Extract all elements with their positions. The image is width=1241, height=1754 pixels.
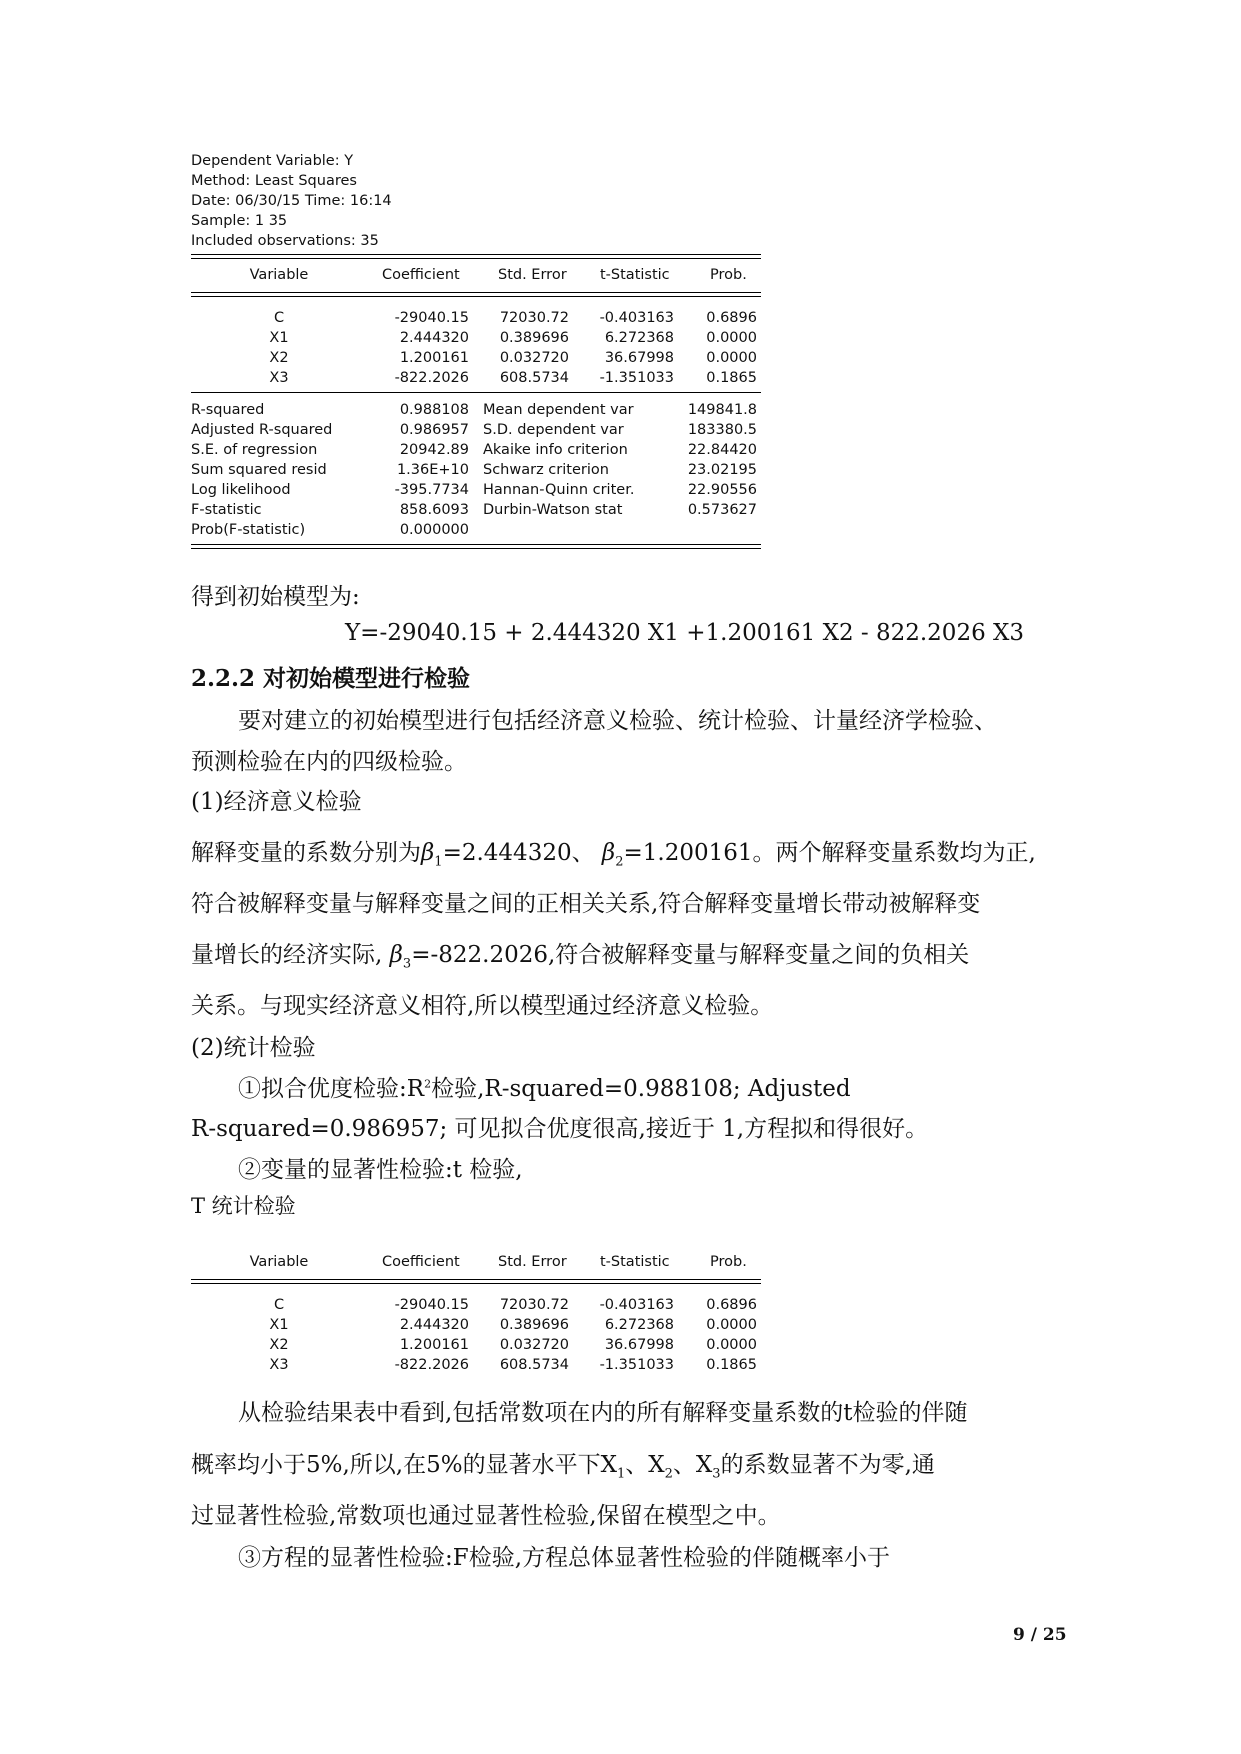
paragraph-line: R-squared=0.986957; 可见拟合优度很高,接近于 1,方程拟和得很好。 [191,1116,929,1142]
paragraph-line: 关系。与现实经济意义相符,所以模型通过经济意义检验。 [191,993,774,1019]
stats-row: S.E. of regression 20942.89 Akaike info criterion 22.84420 [191,442,757,458]
header-line: Sample: 1 35 [191,213,288,229]
paragraph-line: ②变量的显著性检验:t 检验, [238,1157,523,1183]
stats-row: Log likelihood -395.7734 Hannan-Quinn criter. 22.90556 [191,482,757,498]
header-line: Date: 06/30/15 Time: 16:14 [191,193,392,209]
regression-output [191,151,761,549]
stats-row: R-squared 0.988108 Mean dependent var 149841.8 [191,402,757,418]
regression-header [191,151,761,251]
col-variable: Variable [249,267,309,283]
table-row: X2 1.200161 0.032720 36.67998 0.0000 [269,350,757,366]
model-equation: Y=-29040.15 + 2.444320 X1 +1.200161 X2 - 822.2026 X3 [345,620,1025,646]
table-row: C -29040.15 72030.72 -0.403163 0.6896 [273,1297,757,1313]
header-line: Method: Least Squares [191,173,357,189]
t-test-label: T 统计检验 [191,1194,296,1218]
table-row: X1 2.444320 0.389696 6.272368 0.0000 [269,330,757,346]
col-prob: Prob. [710,267,747,283]
paragraph-line: 量增长的经济实际, $\beta_3=-822.2026$,符合被解释变量与解释变量之间的负相关 [191,942,970,972]
stats-row: Prob(F-statistic) 0.000000 [191,522,469,538]
table-row: C -29040.15 72030.72 -0.403163 0.6896 [273,310,757,326]
col-coefficient: Coefficient [382,267,460,283]
beta-symbol: β [389,942,403,968]
subsection-title: (2)统计检验 [191,1035,316,1061]
header-line: Included observations: 35 [191,233,379,249]
paragraph-line: 预测检验在内的四级检验。 [191,749,467,775]
table-row: X1 2.444320 0.389696 6.272368 0.0000 [269,1317,757,1333]
stats-row: Sum squared resid 1.36E+10 Schwarz criterion 23.02195 [191,462,757,478]
paragraph-line: ③方程的显著性检验:F检验,方程总体显著性检验的伴随概率小于 [238,1545,891,1571]
paragraph-line: 要对建立的初始模型进行包括经济意义检验、统计检验、计量经济学检验、 [238,708,997,734]
col-t-statistic: t-Statistic [600,267,670,283]
initial-model-intro: 得到初始模型为: [191,584,360,610]
page-number: 9 / 25 [1013,1625,1067,1645]
section-title: 2.2.2 对初始模型进行检验 [191,665,471,692]
rule-double [191,254,761,259]
coef-table-header: Variable Coefficient Std. Error t-Statistic Prob. [249,1254,747,1270]
header-line: Dependent Variable: Y [191,153,354,169]
coef-table-header [191,265,761,285]
table-row: X2 1.200161 0.032720 36.67998 0.0000 [269,1337,757,1353]
paragraph-line: 解释变量的系数分别为$\beta_1=2.444320$、 $\beta_2=1.200161$。两个解释变量系数均为正, [191,840,1036,870]
paragraph-line: 过显著性检验,常数项也通过显著性检验,保留在模型之中。 [191,1503,781,1529]
col-std-error: Std. Error [498,267,567,283]
paragraph-line: 符合被解释变量与解释变量之间的正相关关系,符合解释变量增长带动被解释变 [191,891,981,917]
table-row: X3 -822.2026 608.5734 -1.351033 0.1865 [269,1357,757,1373]
t-test-table [191,1252,761,1375]
stats-row: F-statistic 858.6093 Durbin-Watson stat 0.573627 [191,502,757,518]
table-row: X3 -822.2026 608.5734 -1.351033 0.1865 [269,370,757,386]
stats-row: Adjusted R-squared 0.986957 S.D. dependent var 183380.5 [191,422,757,438]
subsection-title: (1)经济意义检验 [191,789,362,815]
rule-double [191,544,761,549]
paragraph-line: ①拟合优度检验$:R^2$检验,R-squared=0.988108; Adjusted [238,1076,851,1102]
beta-symbol: β [421,840,435,866]
paragraph-line: 概率均小于5%,所以,在5%的显著水平下$X_1$、$X_2$、$X_3$的系数显著不为零,通 [191,1452,935,1482]
beta-symbol: β [601,840,616,866]
paragraph-line: 从检验结果表中看到,包括常数项在内的所有解释变量系数的t检验的伴随 [238,1400,968,1426]
